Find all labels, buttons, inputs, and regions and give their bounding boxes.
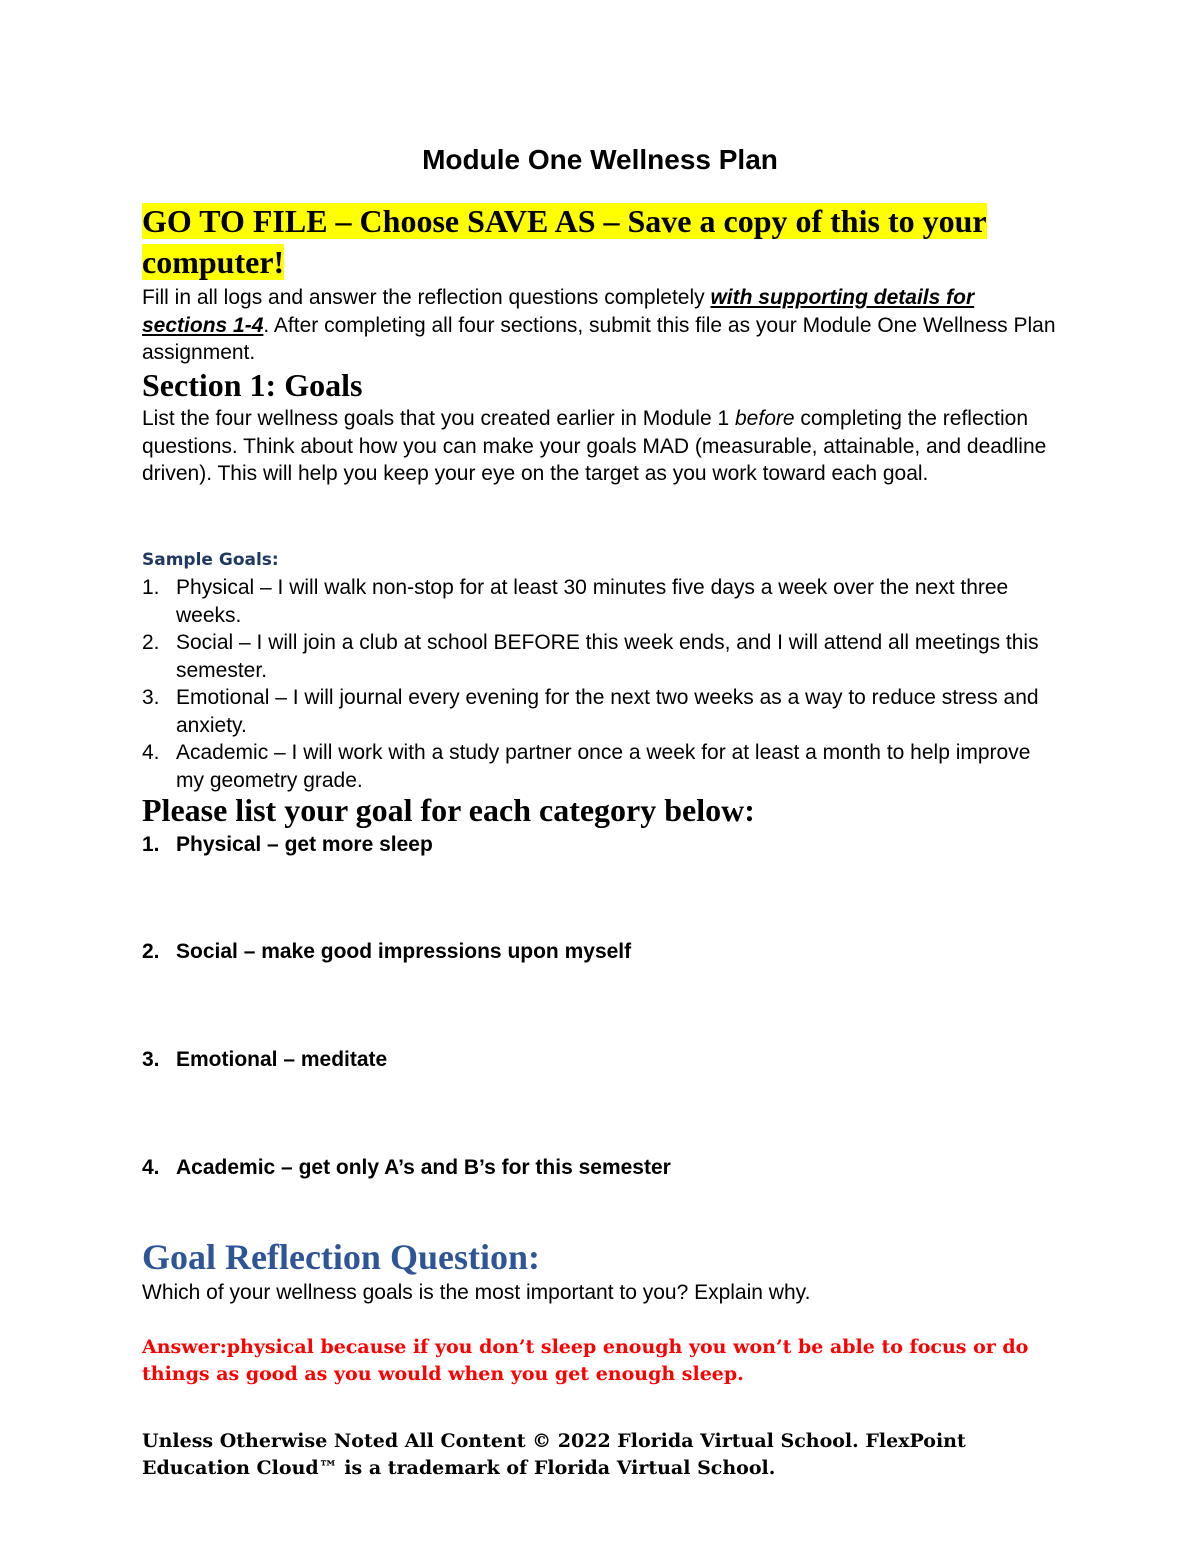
goal-number: 2. — [142, 940, 160, 963]
goal-text: Emotional – meditate — [176, 1048, 388, 1071]
goal-text: Social – make good impressions upon myself — [176, 940, 632, 963]
goal-academic — [142, 1154, 671, 1182]
goal-emotional — [142, 1046, 387, 1074]
instructions-lead: Fill in all logs and answer the reflection questions completely — [142, 286, 711, 309]
reflection-answer: Answer:physical because if you don’t sleep enough you won’t be able to focus or do things as good as you would when you get enough sleep. — [142, 1336, 1029, 1385]
list-item — [142, 739, 1057, 794]
list-item-number: 4. — [142, 741, 160, 764]
reflection-question: Which of your wellness goals is the most important to you? Explain why. — [142, 1281, 811, 1304]
list-item-number: 1. — [142, 576, 160, 599]
section-1-desc-italic: before — [735, 407, 795, 430]
list-item-text: Academic – I will work with a study partner once a week for at least a month to help improve my geometry grade. — [176, 741, 1031, 792]
list-item-number: 3. — [142, 686, 160, 709]
sample-goals-label: Sample Goals: — [142, 550, 279, 570]
list-item-number: 2. — [142, 631, 160, 654]
reflection-heading: Goal Reflection Question: — [142, 1237, 540, 1277]
list-item-text: Emotional – I will journal every evening for the next two weeks as a way to reduce stress and anxiety. — [176, 686, 1039, 737]
goal-list-prompt: Please list your goal for each category below: — [142, 792, 755, 828]
goal-number: 4. — [142, 1156, 160, 1179]
list-item — [142, 684, 1057, 739]
instructions-tail: . After completing all four sections, submit this file as your Module One Wellness Plan assignment. — [142, 313, 1056, 364]
goal-text: Physical – get more sleep — [176, 833, 433, 856]
section-1-description — [142, 405, 1052, 488]
list-item — [142, 574, 1057, 629]
assignment-instructions — [142, 284, 1062, 367]
goal-number: 3. — [142, 1048, 160, 1071]
goal-text: Academic – get only A’s and B’s for this semester — [176, 1156, 671, 1179]
save-instruction-text: GO TO FILE – Choose SAVE AS – Save a copy of this to your computer! — [142, 203, 987, 280]
list-item-text: Social – I will join a club at school BEFORE this week ends, and I will attend all meetings this semester. — [176, 631, 1039, 682]
instructions-emphasis: with supporting details for sections 1-4 — [142, 286, 975, 337]
sample-goals-list — [142, 574, 1057, 794]
section-1-desc-tail: completing the reflection questions. Think about how you can make your goals MAD (measurable, attainable, and deadline driven). This will help you keep your eye on the target as you work toward each goal. — [142, 407, 1047, 485]
goal-number: 1. — [142, 833, 160, 856]
section-1-heading: Section 1: Goals — [142, 367, 363, 403]
section-1-desc-lead: List the four wellness goals that you created earlier in Module 1 — [142, 407, 735, 430]
goal-physical — [142, 831, 433, 859]
list-item — [142, 629, 1057, 684]
goal-social — [142, 938, 631, 966]
save-instruction-banner — [142, 201, 1072, 283]
document-title: Module One Wellness Plan — [422, 144, 778, 175]
copyright-footer: Unless Otherwise Noted All Content © 2022 Florida Virtual School. FlexPoint Education Cloud™ is a trademark of Florida Virtual School. — [142, 1430, 966, 1479]
list-item-text: Physical – I will walk non-stop for at least 30 minutes five days a week over the next three weeks. — [176, 576, 1009, 627]
